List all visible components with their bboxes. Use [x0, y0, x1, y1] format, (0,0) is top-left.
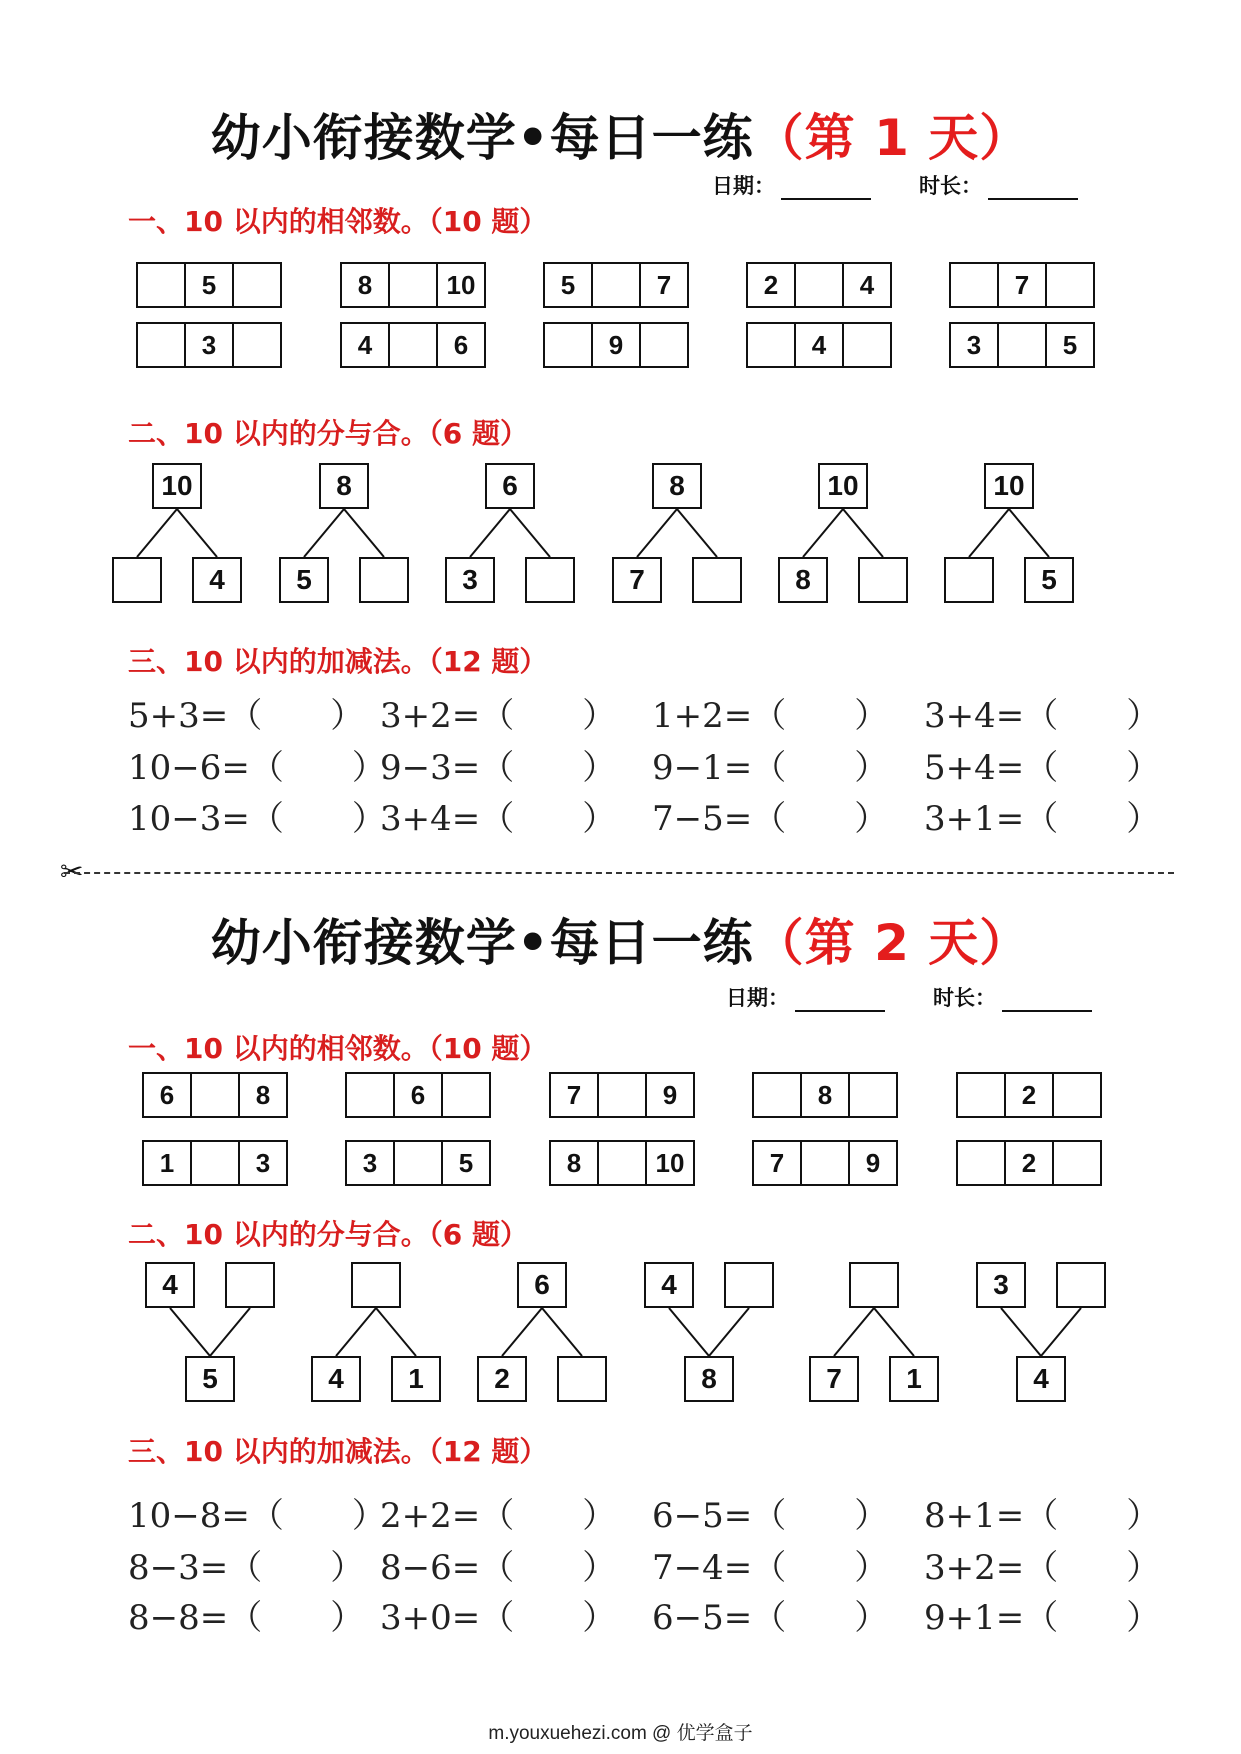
- answer-box[interactable]: [351, 1262, 401, 1308]
- number-box: 10: [152, 463, 202, 509]
- number-bond: [279, 463, 409, 603]
- answer-box[interactable]: [190, 1072, 240, 1118]
- bond-line: [969, 509, 1009, 557]
- number-box: 10: [645, 1140, 695, 1186]
- equation[interactable]: 1+2=（ ）: [652, 696, 889, 736]
- answer-box[interactable]: [388, 322, 438, 368]
- adjacent-number-group: [345, 1140, 491, 1186]
- answer-box[interactable]: [848, 1072, 898, 1118]
- number-box: 2: [1004, 1140, 1054, 1186]
- equation[interactable]: 5+4=（ ）: [924, 748, 1161, 788]
- number-box: 2: [477, 1356, 527, 1402]
- equation[interactable]: 8−6=（ ）: [380, 1548, 617, 1588]
- answer-box[interactable]: [794, 262, 844, 308]
- answer-box[interactable]: [345, 1072, 395, 1118]
- number-bond: [944, 463, 1074, 603]
- adjacent-number-group: [340, 262, 486, 308]
- equation[interactable]: 3+2=（ ）: [924, 1548, 1161, 1588]
- bond-line: [177, 509, 217, 557]
- answer-box[interactable]: [225, 1262, 275, 1308]
- cut-line: [64, 872, 1174, 875]
- answer-box[interactable]: [112, 557, 162, 603]
- page-title: [0, 98, 1241, 170]
- title-day: （第 1 天）: [753, 109, 1031, 167]
- answer-box[interactable]: [557, 1356, 607, 1402]
- date-input[interactable]: [781, 178, 871, 200]
- adjacent-number-group: [746, 322, 892, 368]
- adjacent-number-group: [752, 1072, 898, 1118]
- answer-box[interactable]: [525, 557, 575, 603]
- adjacent-number-group: [345, 1072, 491, 1118]
- answer-box[interactable]: [849, 1262, 899, 1308]
- equation[interactable]: 3+4=（ ）: [380, 799, 617, 839]
- bond-line: [470, 509, 510, 557]
- number-box: 3: [345, 1140, 395, 1186]
- adjacent-number-group: [543, 262, 689, 308]
- bond-line: [709, 1308, 749, 1356]
- bond-line: [669, 1308, 709, 1356]
- bond-line: [542, 1308, 582, 1356]
- equation[interactable]: 7−5=（ ）: [652, 799, 889, 839]
- answer-box[interactable]: [232, 322, 282, 368]
- number-box: 7: [549, 1072, 599, 1118]
- answer-box[interactable]: [997, 322, 1047, 368]
- number-box: 6: [436, 322, 486, 368]
- adjacent-number-group: [956, 1140, 1102, 1186]
- bond-line: [376, 1308, 416, 1356]
- number-bond: [311, 1262, 441, 1402]
- number-bond: [644, 1262, 774, 1402]
- title-day: （第 2 天）: [753, 914, 1031, 972]
- answer-box[interactable]: [956, 1072, 1006, 1118]
- number-box: 8: [652, 463, 702, 509]
- bond-line: [1041, 1308, 1081, 1356]
- adjacent-number-group: [746, 262, 892, 308]
- number-box: 4: [644, 1262, 694, 1308]
- adjacent-number-group: [752, 1140, 898, 1186]
- bond-line: [843, 509, 883, 557]
- adjacent-number-group: [949, 262, 1095, 308]
- answer-box[interactable]: [232, 262, 282, 308]
- section-heading: 一、10 以内的相邻数。（10 题）: [128, 205, 548, 238]
- number-box: 3: [184, 322, 234, 368]
- equation[interactable]: 8+1=（ ）: [924, 1496, 1161, 1536]
- bond-line: [304, 509, 344, 557]
- number-bond: [145, 1262, 275, 1402]
- number-box: 8: [778, 557, 828, 603]
- equation[interactable]: 9−1=（ ）: [652, 748, 889, 788]
- answer-box[interactable]: [597, 1072, 647, 1118]
- number-bond: [477, 1262, 607, 1402]
- answer-box[interactable]: [591, 262, 641, 308]
- answer-box[interactable]: [441, 1072, 491, 1118]
- adjacent-number-group: [543, 322, 689, 368]
- number-box: 3: [976, 1262, 1026, 1308]
- bond-line: [336, 1308, 376, 1356]
- number-box: 4: [794, 322, 844, 368]
- number-box: 5: [441, 1140, 491, 1186]
- number-box: 7: [612, 557, 662, 603]
- equation[interactable]: 6−5=（ ）: [652, 1496, 889, 1536]
- number-box: 2: [746, 262, 796, 308]
- number-box: 6: [517, 1262, 567, 1308]
- answer-box[interactable]: [746, 322, 796, 368]
- section-heading: 三、10 以内的加减法。（12 题）: [128, 1435, 548, 1468]
- adjacent-number-group: [949, 322, 1095, 368]
- section-heading: 二、10 以内的分与合。（6 题）: [128, 1218, 528, 1251]
- answer-box[interactable]: [597, 1140, 647, 1186]
- equation[interactable]: 8−3=（ ）: [128, 1548, 365, 1588]
- equation[interactable]: 3+1=（ ）: [924, 799, 1161, 839]
- answer-box[interactable]: [136, 322, 186, 368]
- number-box: 7: [809, 1356, 859, 1402]
- adjacent-number-group: [142, 1140, 288, 1186]
- number-box: 2: [1004, 1072, 1054, 1118]
- answer-box[interactable]: [842, 322, 892, 368]
- answer-box[interactable]: [136, 262, 186, 308]
- answer-box[interactable]: [543, 322, 593, 368]
- bond-line: [637, 509, 677, 557]
- duration-label: 时长：: [933, 986, 996, 1010]
- number-bond: [612, 463, 742, 603]
- duration-input[interactable]: [1002, 990, 1092, 1012]
- number-box: 8: [684, 1356, 734, 1402]
- bond-line: [874, 1308, 914, 1356]
- adjacent-number-group: [340, 322, 486, 368]
- number-box: 3: [445, 557, 495, 603]
- number-box: 5: [543, 262, 593, 308]
- duration-label: 时长：: [919, 174, 982, 198]
- number-bond: [445, 463, 575, 603]
- number-bond: [976, 1262, 1106, 1402]
- number-box: 4: [842, 262, 892, 308]
- equation[interactable]: 7−4=（ ）: [652, 1548, 889, 1588]
- duration-input[interactable]: [988, 178, 1078, 200]
- section-heading: 三、10 以内的加减法。（12 题）: [128, 645, 548, 678]
- number-box: 1: [391, 1356, 441, 1402]
- number-box: 7: [752, 1140, 802, 1186]
- equation[interactable]: 3+2=（ ）: [380, 696, 617, 736]
- answer-box[interactable]: [190, 1140, 240, 1186]
- number-box: 5: [1045, 322, 1095, 368]
- footer-source: m.youxuehezi.com @ 优学盒子: [488, 1723, 753, 1744]
- number-box: 5: [184, 262, 234, 308]
- number-box: 1: [142, 1140, 192, 1186]
- answer-box[interactable]: [724, 1262, 774, 1308]
- number-box: 9: [591, 322, 641, 368]
- number-box: 7: [639, 262, 689, 308]
- section-heading: 一、10 以内的相邻数。（10 题）: [128, 1032, 548, 1065]
- answer-box[interactable]: [1056, 1262, 1106, 1308]
- equation[interactable]: 10−3=（ ）: [128, 799, 386, 839]
- answer-box[interactable]: [800, 1140, 850, 1186]
- number-box: 4: [192, 557, 242, 603]
- bond-line: [834, 1308, 874, 1356]
- equation[interactable]: 10−6=（ ）: [128, 748, 386, 788]
- number-box: 4: [145, 1262, 195, 1308]
- equation[interactable]: 9−3=（ ）: [380, 748, 617, 788]
- section-heading: 二、10 以内的分与合。（6 题）: [128, 417, 528, 450]
- equation[interactable]: 6−5=（ ）: [652, 1598, 889, 1638]
- date-label: 日期：: [712, 174, 775, 198]
- adjacent-number-group: [136, 262, 282, 308]
- number-bond: [778, 463, 908, 603]
- answer-box[interactable]: [956, 1140, 1006, 1186]
- answer-box[interactable]: [393, 1140, 443, 1186]
- number-box: 1: [889, 1356, 939, 1402]
- answer-box[interactable]: [1045, 262, 1095, 308]
- number-box: 10: [818, 463, 868, 509]
- adjacent-number-group: [136, 322, 282, 368]
- number-box: 6: [393, 1072, 443, 1118]
- number-box: 3: [949, 322, 999, 368]
- adjacent-number-group: [549, 1072, 695, 1118]
- bond-line: [210, 1308, 250, 1356]
- answer-box[interactable]: [1052, 1072, 1102, 1118]
- answer-box[interactable]: [944, 557, 994, 603]
- number-box: 8: [549, 1140, 599, 1186]
- number-box: 4: [340, 322, 390, 368]
- title-main: 幼小衔接数学•每日一练: [210, 914, 754, 972]
- date-label: 日期：: [726, 986, 789, 1010]
- bond-line: [677, 509, 717, 557]
- answer-box[interactable]: [639, 322, 689, 368]
- number-box: 5: [1024, 557, 1074, 603]
- number-box: 8: [238, 1072, 288, 1118]
- bond-line: [510, 509, 550, 557]
- number-box: 8: [340, 262, 390, 308]
- answer-box[interactable]: [858, 557, 908, 603]
- equation[interactable]: 3+0=（ ）: [380, 1598, 617, 1638]
- equation[interactable]: 10−8=（ ）: [128, 1496, 386, 1536]
- number-box: 4: [1016, 1356, 1066, 1402]
- bond-line: [1009, 509, 1049, 557]
- number-box: 5: [185, 1356, 235, 1402]
- bond-line: [344, 509, 384, 557]
- equation[interactable]: 5+3=（ ）: [128, 696, 365, 736]
- answer-box[interactable]: [1052, 1140, 1102, 1186]
- scissors-icon: ✂: [60, 855, 84, 888]
- number-box: 6: [485, 463, 535, 509]
- number-box: 3: [238, 1140, 288, 1186]
- date-duration-fields: [712, 170, 1078, 200]
- answer-box[interactable]: [752, 1072, 802, 1118]
- number-bond: [112, 463, 242, 603]
- number-box: 8: [800, 1072, 850, 1118]
- title-main: 幼小衔接数学•每日一练: [210, 109, 754, 167]
- bond-line: [137, 509, 177, 557]
- answer-box[interactable]: [359, 557, 409, 603]
- answer-box[interactable]: [692, 557, 742, 603]
- date-input[interactable]: [795, 990, 885, 1012]
- equation[interactable]: 3+4=（ ）: [924, 696, 1161, 736]
- number-bond: [809, 1262, 939, 1402]
- answer-box[interactable]: [949, 262, 999, 308]
- adjacent-number-group: [956, 1072, 1102, 1118]
- equation[interactable]: 2+2=（ ）: [380, 1496, 617, 1536]
- number-box: 4: [311, 1356, 361, 1402]
- number-box: 7: [997, 262, 1047, 308]
- bond-line: [1001, 1308, 1041, 1356]
- answer-box[interactable]: [388, 262, 438, 308]
- date-duration-fields: [726, 982, 1092, 1012]
- number-box: 10: [436, 262, 486, 308]
- bond-line: [502, 1308, 542, 1356]
- equation[interactable]: 8−8=（ ）: [128, 1598, 365, 1638]
- equation[interactable]: 9+1=（ ）: [924, 1598, 1161, 1638]
- page-title: [0, 903, 1241, 975]
- bond-line: [170, 1308, 210, 1356]
- number-box: 5: [279, 557, 329, 603]
- adjacent-number-group: [549, 1140, 695, 1186]
- bond-line: [803, 509, 843, 557]
- number-box: 9: [848, 1140, 898, 1186]
- number-box: 6: [142, 1072, 192, 1118]
- number-box: 9: [645, 1072, 695, 1118]
- number-box: 10: [984, 463, 1034, 509]
- number-box: 8: [319, 463, 369, 509]
- adjacent-number-group: [142, 1072, 288, 1118]
